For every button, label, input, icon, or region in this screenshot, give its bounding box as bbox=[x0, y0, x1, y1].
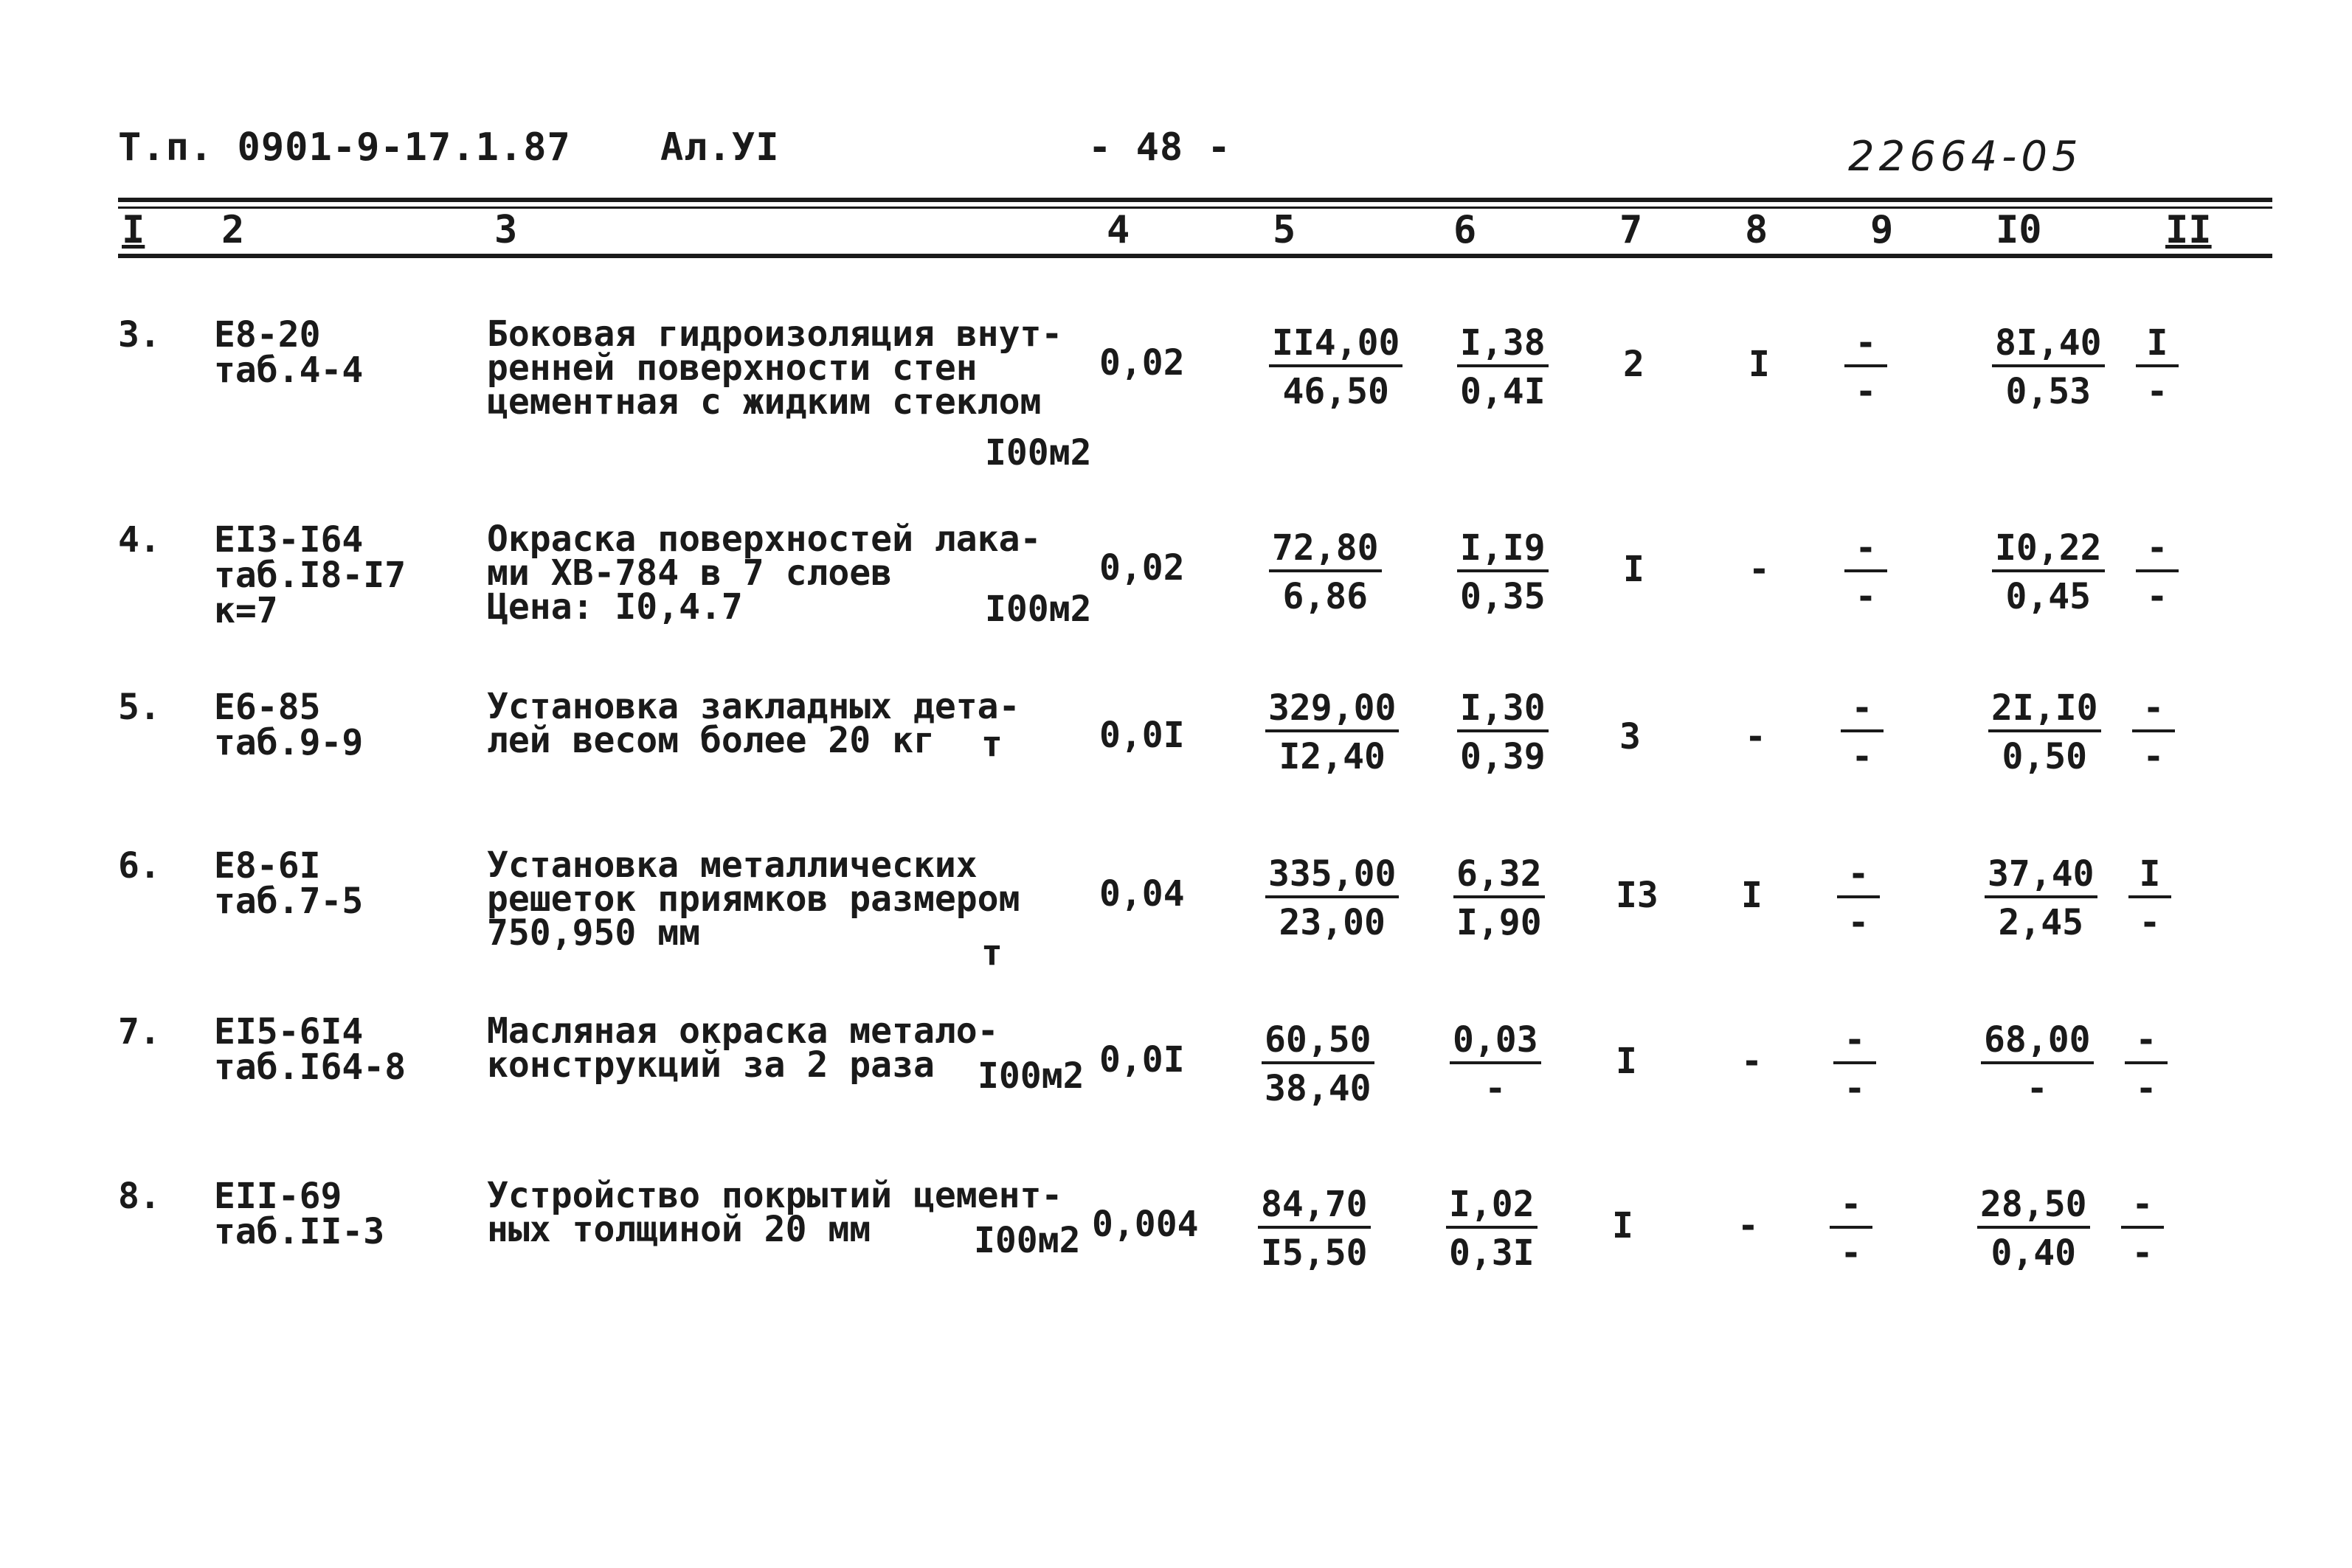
column-8-value: I bbox=[1741, 875, 1763, 916]
column-7-value: 2 bbox=[1623, 344, 1644, 385]
column-number-7: 7 bbox=[1619, 208, 1643, 252]
handwritten-document-number: 22664-05 bbox=[1848, 133, 2083, 181]
column-9-fraction: - - bbox=[1841, 690, 1884, 775]
column-number-2: 2 bbox=[221, 208, 245, 252]
column-8-value: I bbox=[1749, 344, 1770, 385]
unit-of-measure: I00м2 bbox=[985, 589, 1092, 630]
unit-of-measure: I00м2 bbox=[985, 432, 1092, 473]
unit-of-measure: I00м2 bbox=[978, 1055, 1085, 1097]
row-number: 4. bbox=[118, 519, 161, 561]
column-number-11: II bbox=[2165, 208, 2212, 252]
column-7-value: I bbox=[1623, 549, 1644, 590]
column-number-6: 6 bbox=[1453, 208, 1477, 252]
column-9-fraction: - - bbox=[1830, 1186, 1872, 1272]
column-11-fraction: I - bbox=[2128, 856, 2171, 941]
quantity: 0,04 bbox=[1099, 873, 1185, 915]
labor-fraction: $\frac{6,32}{I,90}$ bbox=[1453, 856, 1545, 941]
column-9-fraction: - - bbox=[1837, 856, 1880, 941]
column-number-10: I0 bbox=[1996, 208, 2042, 252]
work-description: Масляная окраска метало- конструкций за 2 раза bbox=[487, 1010, 999, 1086]
norm-reference: Е8-6I таб.7-5 bbox=[214, 845, 364, 922]
total-fraction: 68,00 - bbox=[1981, 1021, 2094, 1107]
column-number-5: 5 bbox=[1273, 208, 1296, 252]
column-8-value: - bbox=[1737, 1205, 1759, 1246]
norm-reference: Е6-85 таб.9-9 bbox=[214, 687, 364, 763]
total-fraction: $\frac{8I,40}{0,53}$ bbox=[1992, 325, 2105, 410]
labor-fraction: $\frac{I,38}{0,4I}$ bbox=[1457, 325, 1549, 410]
column-9-fraction: - - bbox=[1844, 530, 1887, 615]
column-number-3: 3 bbox=[494, 208, 518, 252]
row-number: 7. bbox=[118, 1011, 161, 1052]
work-description: Боковая гидроизоляция внут- ренней поверхности стен цементная с жидким стеклом bbox=[487, 313, 1063, 423]
work-description: Установка металлических решеток приямков размером 750,950 мм bbox=[487, 844, 1020, 954]
row-number: 3. bbox=[118, 314, 161, 355]
column-11-fraction: - - bbox=[2136, 530, 2179, 615]
quantity: 0,02 bbox=[1099, 547, 1185, 589]
column-9-fraction: - - bbox=[1844, 325, 1887, 410]
work-description: Установка закладных дета- лей весом более 20 кг bbox=[487, 686, 1020, 761]
table-row bbox=[0, 844, 2352, 1018]
labor-fraction: 0,03 - bbox=[1450, 1021, 1541, 1107]
unit-of-measure: т bbox=[981, 724, 1003, 765]
unit-of-measure: т bbox=[981, 932, 1003, 974]
unit-cost-fraction: $\frac{72,80}{6,86}$ bbox=[1269, 530, 1382, 615]
unit-cost-fraction: $\frac{329,00}{I2,40}$ bbox=[1265, 690, 1399, 775]
quantity: 0,02 bbox=[1099, 342, 1185, 384]
norm-reference: ЕI5-6I4 таб.I64-8 bbox=[214, 1011, 407, 1088]
row-number: 5. bbox=[118, 687, 161, 728]
norm-reference: ЕI3-I64 таб.I8-I7 к=7 bbox=[214, 519, 407, 631]
column-number-1: I bbox=[122, 208, 145, 252]
labor-fraction: $\frac{I,I9}{0,35}$ bbox=[1457, 530, 1549, 615]
column-number-9: 9 bbox=[1870, 208, 1894, 252]
quantity: 0,0I bbox=[1099, 1039, 1185, 1080]
unit-cost-fraction: $\frac{84,70}{I5,50}$ bbox=[1258, 1186, 1371, 1272]
unit-cost-fraction: $\frac{335,00}{23,00}$ bbox=[1265, 856, 1399, 941]
column-11-fraction: - - bbox=[2132, 690, 2175, 775]
unit-cost-fraction: $\frac{60,50}{38,40}$ bbox=[1262, 1021, 1374, 1107]
column-8-value: - bbox=[1745, 716, 1766, 757]
column-9-fraction: - - bbox=[1833, 1021, 1876, 1107]
column-7-value: I3 bbox=[1616, 875, 1658, 916]
column-8-value: - bbox=[1741, 1041, 1763, 1082]
total-fraction: $\frac{2I,I0}{0,50}$ bbox=[1988, 690, 2101, 775]
page-number: - 48 - bbox=[1088, 125, 1231, 170]
header-rule-top bbox=[118, 198, 2272, 202]
work-description: Устройство покрытий цемент- ных толщиной 20 мм bbox=[487, 1175, 1063, 1250]
header-rule-second bbox=[118, 207, 2272, 209]
quantity: 0,004 bbox=[1092, 1204, 1199, 1245]
column-number-8: 8 bbox=[1745, 208, 1768, 252]
column-7-value: I bbox=[1612, 1205, 1633, 1246]
labor-fraction: $\frac{I,30}{0,39}$ bbox=[1457, 690, 1549, 775]
column-11-fraction: - - bbox=[2125, 1021, 2168, 1107]
unit-cost-fraction: $\frac{II4,00}{46,50}$ bbox=[1269, 325, 1402, 410]
column-7-value: 3 bbox=[1619, 716, 1641, 757]
table-row bbox=[0, 313, 2352, 487]
column-header-rule bbox=[118, 254, 2272, 258]
column-number-4: 4 bbox=[1107, 208, 1130, 252]
norm-reference: ЕII-69 таб.II-3 bbox=[214, 1176, 385, 1252]
norm-reference: Е8-20 таб.4-4 bbox=[214, 314, 364, 391]
table-row bbox=[0, 686, 2352, 859]
total-fraction: $\frac{37,40}{2,45}$ bbox=[1985, 856, 2097, 941]
total-fraction: $\frac{28,50}{0,40}$ bbox=[1977, 1186, 2090, 1272]
total-fraction: $\frac{I0,22}{0,45}$ bbox=[1992, 530, 2105, 615]
table-row bbox=[0, 1175, 2352, 1348]
row-number: 6. bbox=[118, 845, 161, 887]
table-row bbox=[0, 1010, 2352, 1184]
row-number: 8. bbox=[118, 1176, 161, 1217]
quantity: 0,0I bbox=[1099, 715, 1185, 756]
table-row bbox=[0, 518, 2352, 692]
work-description: Окраска поверхностей лака- ми ХВ-784 в 7 слоев Цена: I0,4.7 bbox=[487, 518, 1042, 628]
labor-fraction: $\frac{I,02}{0,3I}$ bbox=[1446, 1186, 1538, 1272]
column-8-value: - bbox=[1749, 549, 1770, 590]
document-code: Т.п. 0901-9-17.1.87 bbox=[118, 125, 571, 170]
column-7-value: I bbox=[1616, 1041, 1637, 1082]
unit-of-measure: I00м2 bbox=[974, 1220, 1081, 1261]
column-11-fraction: - - bbox=[2121, 1186, 2164, 1272]
album-number: Ал.УI bbox=[660, 125, 780, 170]
column-11-fraction: I - bbox=[2136, 325, 2179, 410]
